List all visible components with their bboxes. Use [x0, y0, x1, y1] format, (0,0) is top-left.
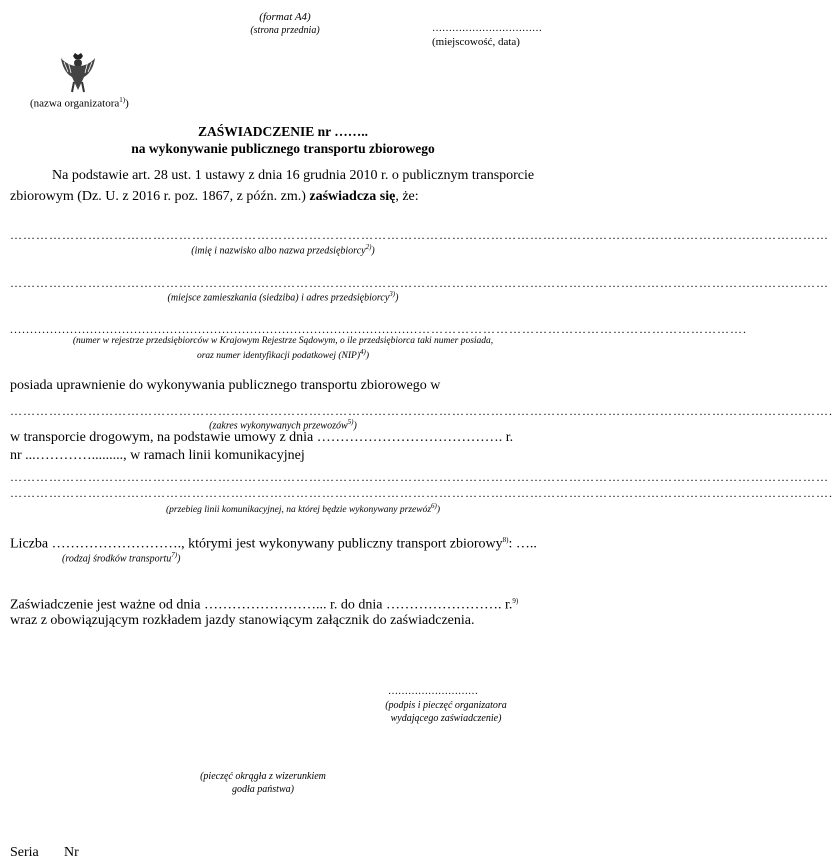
- eagle-emblem-icon: [60, 52, 96, 94]
- address-field-line[interactable]: ………………………………………………………………………………………………………………………………………………………………………: [10, 276, 829, 290]
- road-transport-line: w transporcie drogowym, na podstawie umowy z dnia …………………………………. r.: [10, 430, 514, 445]
- document-title: ZAŚWIADCZENIE nr ……..: [197, 124, 369, 139]
- address-label-text: (miejsce zamieszkania (siedziba) i adres przedsiębiorcy: [167, 292, 390, 304]
- organizer-text: (nazwa organizatora: [30, 97, 120, 110]
- address-footnote: 3): [389, 290, 396, 298]
- vehicle-count-footnote: 8): [502, 536, 509, 544]
- scope-field-line[interactable]: ……………………………………………………………………………………………………………………………………………………………………….: [10, 404, 833, 418]
- name-footnote: 2): [365, 243, 372, 251]
- format-label: (format A4): [259, 11, 311, 23]
- register-footnote: 4): [360, 348, 366, 356]
- intro-line-1: Na podstawie art. 28 ust. 1 ustawy z dnia 16 grudnia 2010 r. o publicznym transporcie: [52, 168, 535, 183]
- number-label: Nr: [64, 845, 79, 860]
- register-field-line[interactable]: ......................................................................................................………………………………………………………………….: [10, 322, 747, 336]
- scope-label-text: (zakres wykonywanych przewozów: [209, 420, 348, 432]
- intro-certifies: zaświadcza się: [309, 189, 396, 204]
- route-footnote: 6): [431, 502, 437, 510]
- route-field-line-1[interactable]: ………………………………………………………………………………………………………………………………………………………………………: [10, 470, 829, 484]
- rights-line: posiada uprawnienie do wykonywania publicznego transportu zbiorowego w: [10, 378, 441, 393]
- intro-text: zbiorowym (Dz. U. z 2016 r. poz. 1867, z późn. zm.): [10, 189, 310, 204]
- document-subtitle: na wykonywanie publicznego transportu zbiorowego: [131, 141, 435, 156]
- name-field-line[interactable]: ………………………………………………………………………………………………………………………………………………………………………: [10, 228, 829, 242]
- place-date-label: (miejscowość, data): [432, 36, 520, 48]
- organizer-close: ): [125, 97, 129, 110]
- validity-footnote: 9): [512, 597, 519, 605]
- register-label-1: (numer w rejestrze przedsiębiorców w Krajowym Rejestrze Sądowym, o ile przedsiębiorca taki numer posiada,: [72, 336, 494, 346]
- intro-line-2: [10, 189, 419, 205]
- side-label: (strona przednia): [250, 25, 320, 36]
- route-field-line-2[interactable]: ……………………………………………………………………………………………………………………………………………………………………….: [10, 486, 833, 500]
- route-label-text: (przebieg linii komunikacyjnej, na której będzie wykonywany przewóz: [165, 505, 432, 516]
- vehicle-count-tail: : …..: [508, 536, 537, 552]
- means-label: (rodzaj środków transportu$^{7)}$): [62, 551, 181, 565]
- register-label-text: oraz numer identyfikacji podatkowej (NIP): [196, 351, 361, 362]
- address-label: (miejsce zamieszkania (siedziba) i adres przedsiębiorcy$^{3)}$): [167, 290, 399, 304]
- name-label: (imię i nazwisko albo nazwa przedsiębiorcy$^{2)}$): [191, 243, 375, 257]
- route-label: (przebieg linii komunikacyjnej, na której będzie wykonywany przewóz$^{6)}$): [165, 502, 441, 516]
- validity-line: [10, 597, 518, 614]
- series-label: Seria: [10, 845, 39, 860]
- stamp-label-1: (pieczęć okrągła z wizerunkiem: [200, 771, 326, 782]
- means-label-text: (rodzaj środków transportu: [62, 553, 172, 565]
- validity-text: Zaświadczenie jest ważne od dnia ……………………... r. do dnia ……………………. r.: [10, 597, 513, 613]
- scope-footnote: 5): [347, 418, 354, 426]
- signature-label-2: wydającego zaświadczenie): [390, 713, 502, 724]
- means-footnote: 7): [171, 551, 178, 559]
- intro-tail: , że:: [395, 189, 419, 204]
- place-date-dots: ……………………………: [432, 23, 542, 34]
- validity-line-2: wraz z obowiązującym rozkładem jazdy stanowiącym załącznik do zaświadczenia.: [10, 613, 475, 628]
- organizer-label: [30, 96, 129, 110]
- organizer-footnote: 1): [119, 96, 126, 104]
- register-label-2: oraz numer identyfikacji podatkowej (NIP)$^{4)}$): [196, 348, 370, 362]
- scope-label: (zakres wykonywanych przewozów$^{5)}$): [209, 418, 357, 432]
- vehicle-count-text: Liczba ………………………., którymi jest wykonywany publiczny transport zbiorowy: [10, 536, 503, 552]
- name-label-text: (imię i nazwisko albo nazwa przedsiębiorcy: [191, 245, 366, 257]
- stamp-label-2: godła państwa): [232, 784, 294, 795]
- signature-label-1: (podpis i pieczęć organizatora: [385, 700, 507, 711]
- route-number-line: nr ...…………........., w ramach linii komunikacyjnej: [10, 448, 305, 463]
- signature-dots: ………………………: [388, 686, 478, 697]
